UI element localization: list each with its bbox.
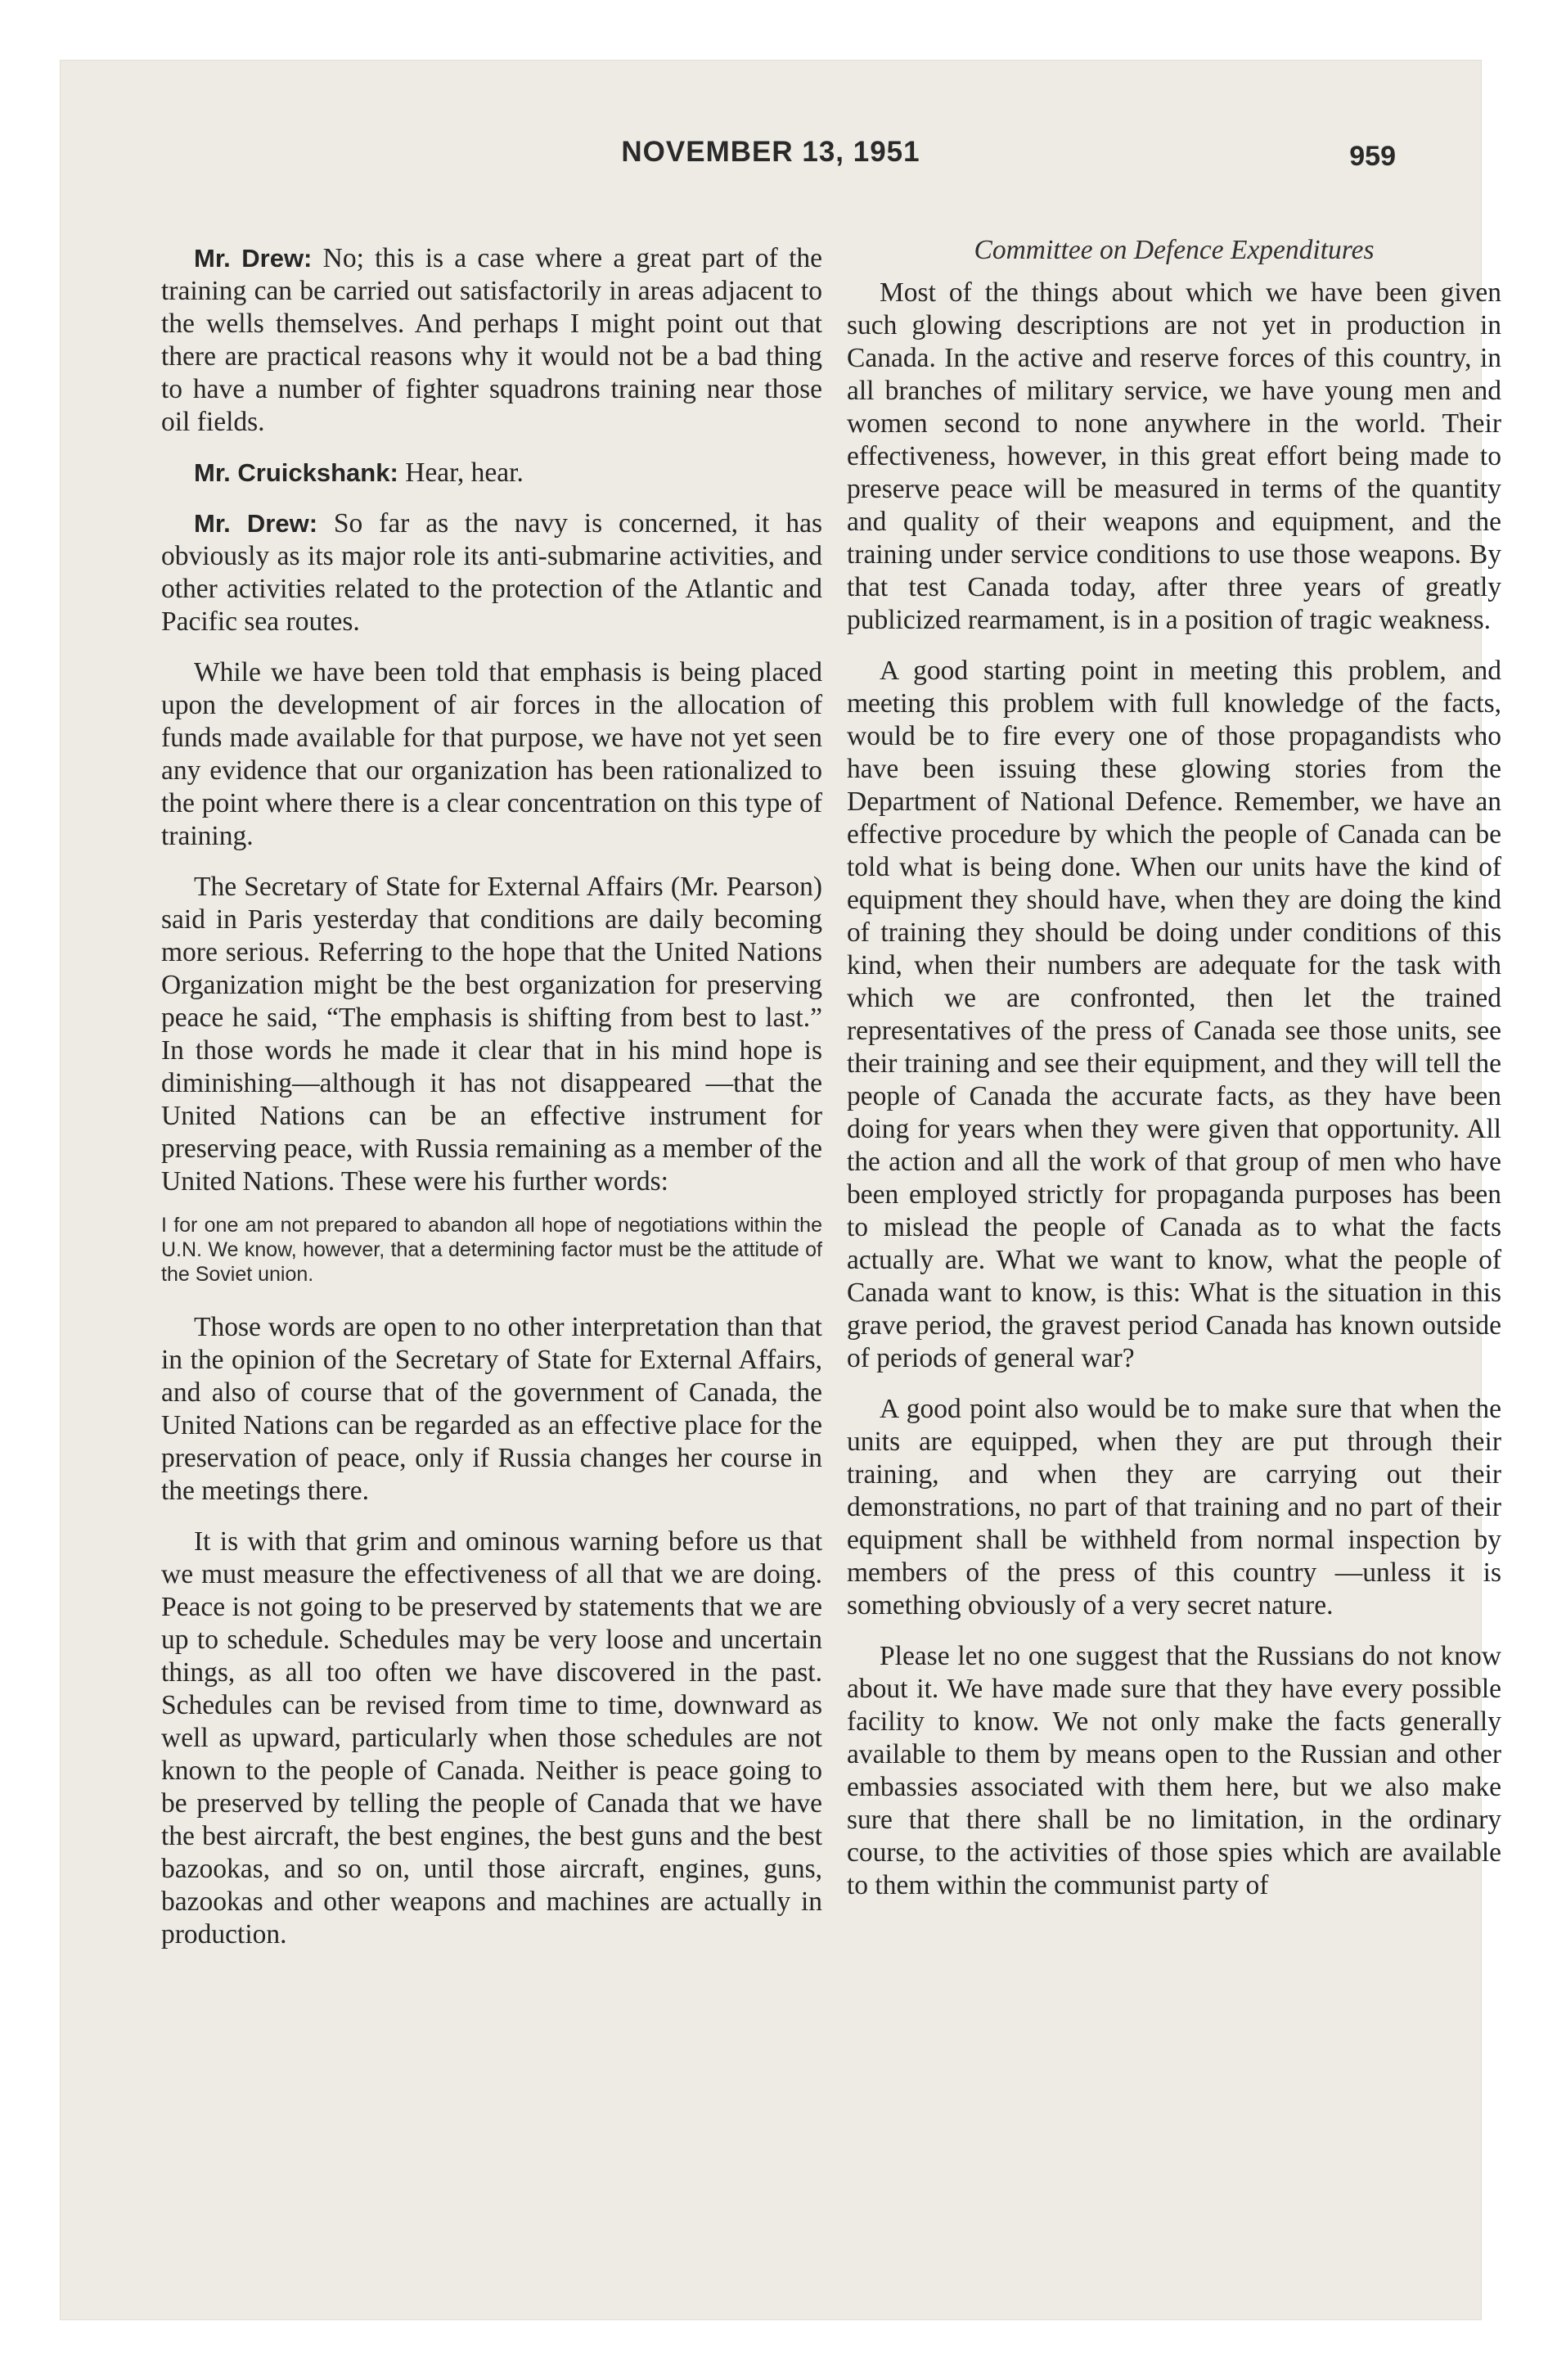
block-quote: I for one am not prepared to abandon all hope of negotiations within the U.N. We know, however, that a determining factor must be the attitude of the Soviet union. <box>161 1214 822 1286</box>
paragraph: Those words are open to no other interpretation than that in the opinion of the Secretary of State for External Affairs, and also of course that of the government of Canada, the United Nations can be regarded as an effective place for the preservation of peace, only if Russia changes her course in the meetings there. <box>161 1312 822 1506</box>
paragraph: While we have been told that emphasis is being placed upon the development of air forces in the allocation of funds made available for that purpose, we have not yet seen any evidence that our organization has been rationalized to the point where there is a clear concentration on this type of training. <box>161 657 822 851</box>
section-subheader: Committee on Defence Expenditures <box>974 235 1375 265</box>
paragraph-text: So far as the navy is concerned, it has obviously as its major role its anti-submarine activities, and other activities related to the protection of the Atlantic and Pacific sea routes. <box>161 508 823 637</box>
header-date: NOVEMBER 13, 1951 <box>621 136 920 168</box>
page-sheet <box>61 61 1501 2319</box>
left-column <box>161 242 822 1969</box>
paragraph-text: Hear, hear. <box>405 458 524 488</box>
paragraph: It is with that grim and ominous warning before us that we must measure the effectiveness of all that we are doing. Peace is not going to be preserved by statements that we are up to schedule. Schedules may be very loose and uncertain things, as all too often we have discovered in the past. Schedules can be revised from time to time, downward as well as upward, particularly when those schedules are not known to the people of Canada. Neither is peace going to be preserved by telling the people of Canada that we have the best aircraft, the best engines, the best guns and the best bazookas, and so on, until those aircraft, engines, guns, bazookas and other weapons and machines are actually in production. <box>161 1526 822 1950</box>
speaker-name: Mr. Drew: <box>194 509 318 538</box>
paragraph: Most of the things about which we have been given such glowing descriptions are not yet in production in Canada. In the active and reserve forces of this country, in all branches of military service, we have young men and women second to none anywhere in the world. Their effectiveness, however, in this great effort being made to preserve peace will be measured in terms of the quantity and quality of their weapons and equipment, and the training under service conditions to use those weapons. By that test Canada today, after three years of greatly publicized rearmament, is in a position of tragic weakness. <box>847 277 1501 635</box>
paragraph <box>161 507 822 638</box>
paragraph <box>161 457 822 489</box>
paragraph <box>161 242 822 439</box>
paragraph: A good point also would be to make sure that when the units are equipped, when they are put through their training, and when they are carrying out their demonstrations, no part of that training and no part of their equipment shall be withheld from normal inspection by members of the press of this country —unless it is something obviously of a very secret nature. <box>847 1394 1501 1620</box>
paragraph-text: No; this is a case where a great part of the training can be carried out satisfactorily in areas adjacent to the wells themselves. And perhaps I might point out that there are practical reasons why it would not be a bad thing to have a number of fighter squadrons training near those oil fields. <box>161 243 822 437</box>
paragraph: The Secretary of State for External Affairs (Mr. Pearson) said in Paris yesterday that conditions are daily becoming more serious. Referring to the hope that the United Nations Organization might be the best organization for preserving peace he said, “The emphasis is shifting from best to last.” In those words he made it clear that in his mind hope is diminishing—although it has not disappeared —that the United Nations can be an effective instrument for preserving peace, with Russia remaining as a member of the United Nations. These were his further words: <box>161 872 822 1197</box>
paragraph: Please let no one suggest that the Russians do not know about it. We have made sure that they have every possible facility to know. We not only make the facts generally available to them by means open to the Russian and other embassies associated with them here, but we also make sure that there shall be no limitation, in the ordinary course, to the activities of those spies which are available to them within the communist party of <box>847 1641 1501 1900</box>
paragraph: A good starting point in meeting this problem, and meeting this problem with full knowledge of the facts, would be to fire every one of those propagandists who have been issuing these glowing stories from the Department of National Defence. Remember, we have an effective procedure by which the people of Canada can be told what is being done. When our units have the kind of equipment they should have, when they are doing the kind of training they should be doing under conditions of this kind, when their numbers are adequate for the task with which we are confronted, then let the trained representatives of the press of Canada see those units, see their training and see their equipment, and they will tell the people of Canada the accurate facts, as they have been doing for years when they were given that opportunity. All the action and all the work of that group of men who have been employed strictly for propaganda purposes has been to mislead the people of Canada as to what the facts actually are. What we want to know, what the people of Canada want to know, is this: What is the situation in this grave period, the gravest period Canada has known outside of periods of general war? <box>847 656 1501 1373</box>
page-header <box>61 136 1481 177</box>
speaker-name: Mr. Drew: <box>194 244 313 273</box>
speaker-name: Mr. Cruickshank: <box>194 458 398 487</box>
page-number: 959 <box>1349 141 1396 172</box>
right-column <box>847 234 1501 1920</box>
